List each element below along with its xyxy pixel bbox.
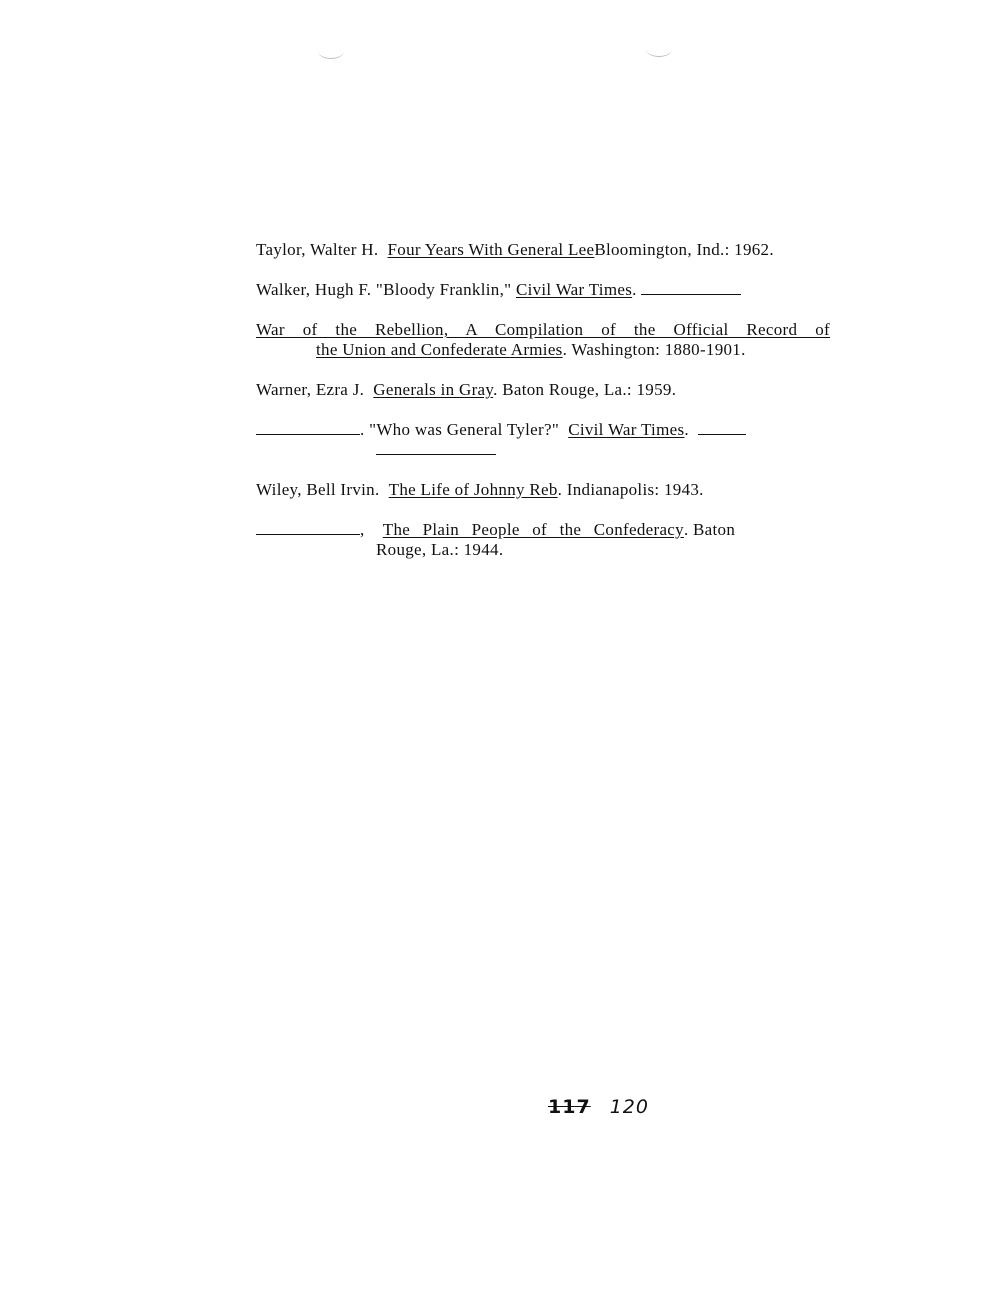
bib-continuation xyxy=(316,440,830,460)
blank-line xyxy=(256,520,360,535)
blank-line xyxy=(641,280,741,295)
blank-line xyxy=(376,440,496,455)
bib-entry-taylor xyxy=(256,240,830,260)
blank-line xyxy=(256,420,360,435)
bib-publication: . Washington: 1880-1901. xyxy=(562,340,746,359)
bib-title-line1: War of the Rebellion, A Compilation of the Official Record of xyxy=(256,320,830,339)
bib-separator: , xyxy=(360,520,365,539)
struck-page-number: 117 xyxy=(548,1096,591,1118)
bib-publication: . Indianapolis: 1943. xyxy=(557,480,704,499)
bib-author: Taylor, Walter H. xyxy=(256,240,379,259)
handwritten-page-number: 120 xyxy=(609,1096,649,1118)
bib-title: Generals in Gray xyxy=(373,380,494,399)
bib-title: Civil War Times xyxy=(568,420,685,439)
bib-title-line2: the Union and Confederate Armies xyxy=(316,340,563,359)
blank-line xyxy=(698,420,746,435)
bib-publication: . Baton Rouge, La.: 1959. xyxy=(493,380,677,399)
bib-publication: Bloomington, Ind.: 1962. xyxy=(594,240,774,259)
scan-mark-left xyxy=(318,44,344,59)
bib-entry-warner xyxy=(256,380,830,400)
bib-entry-war-of-rebellion xyxy=(256,320,830,360)
bib-end: . xyxy=(632,280,637,299)
bib-publication-line2: Rouge, La.: 1944. xyxy=(376,540,504,559)
bib-author: Walker, Hugh F. xyxy=(256,280,372,299)
bib-end: . xyxy=(684,420,689,439)
bib-entry-wiley xyxy=(256,480,830,500)
bib-article: . "Who was General Tyler?" xyxy=(360,420,560,439)
page-number xyxy=(548,1096,649,1118)
bib-entry-walker xyxy=(256,280,830,300)
bib-title: The Plain People of the Confederacy xyxy=(382,520,684,539)
scan-mark-right xyxy=(646,42,672,57)
bib-author: Warner, Ezra J. xyxy=(256,380,365,399)
bib-title: Civil War Times xyxy=(515,280,633,299)
bib-entry-wiley-2 xyxy=(256,520,830,560)
bib-title: Four Years With General Lee xyxy=(387,240,595,259)
bibliography-list xyxy=(256,240,830,580)
bib-publication-line1: . Baton xyxy=(683,520,736,539)
bib-author: Wiley, Bell Irvin. xyxy=(256,480,380,499)
bib-article: "Bloody Franklin," xyxy=(375,280,512,299)
bib-entry-warner-2 xyxy=(256,420,830,460)
bib-title: The Life of Johnny Reb xyxy=(388,480,558,499)
